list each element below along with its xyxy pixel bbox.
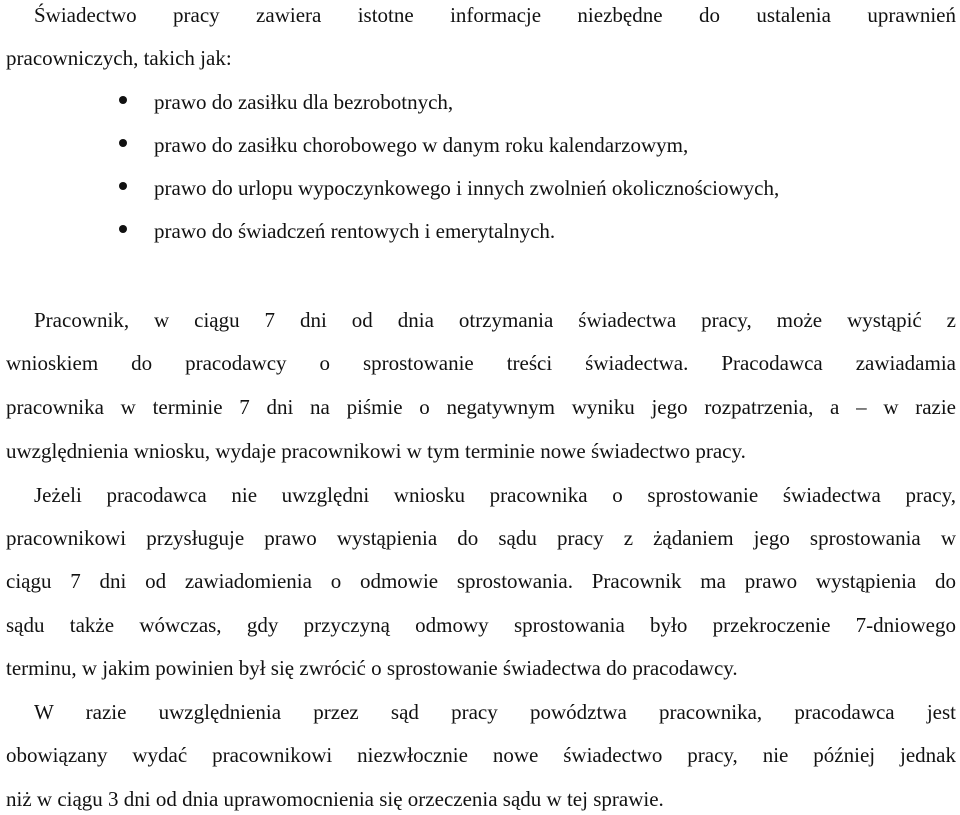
paragraph-line: wnioskiem do pracodawcy o sprostowanie treści świadectwa. Pracodawca zawiadamia xyxy=(6,351,956,375)
paragraph-line: pracownikowi przysługuje prawo wystąpienia do sądu pracy z żądaniem jego sprostowania w xyxy=(6,526,956,550)
list-item xyxy=(6,173,956,203)
list-item xyxy=(6,130,956,160)
paragraph-line: terminu, w jakim powinien był się zwrócić o sprostowanie świadectwa do pracodawcy. xyxy=(6,656,738,680)
intro-line-1: Świadectwo pracy zawiera istotne informacje niezbędne do ustalenia uprawnień xyxy=(34,3,956,27)
list-item-text: prawo do zasiłku chorobowego w danym roku kalendarzowym, xyxy=(154,133,689,157)
paragraph-line: ciągu 7 dni od zawiadomienia o odmowie sprostowania. Pracownik ma prawo wystąpienia do xyxy=(6,569,956,593)
intro-line-2: pracowniczych, takich jak: xyxy=(6,46,232,70)
bullet-icon xyxy=(119,96,127,104)
list-item-text: prawo do zasiłku dla bezrobotnych, xyxy=(154,90,454,114)
bullet-icon xyxy=(119,225,127,233)
list-item xyxy=(6,216,956,246)
paragraph-line: sądu także wówczas, gdy przyczyną odmowy sprostowania było przekroczenie 7-dniowego xyxy=(6,613,956,637)
paragraph-line: W razie uwzględnienia przez sąd pracy powództwa pracownika, pracodawca jest xyxy=(34,700,956,724)
list-item xyxy=(6,87,956,117)
paragraph-line: Jeżeli pracodawca nie uwzględni wniosku pracownika o sprostowanie świadectwa pracy, xyxy=(34,483,956,507)
paragraph-line: uwzględnienia wniosku, wydaje pracownikowi w tym terminie nowe świadectwo pracy. xyxy=(6,439,746,463)
paragraph-line: pracownika w terminie 7 dni na piśmie o negatywnym wyniku jego rozpatrzenia, a – w razie xyxy=(6,395,956,419)
bullet-icon xyxy=(119,139,127,147)
paragraph-line: Pracownik, w ciągu 7 dni od dnia otrzymania świadectwa pracy, może wystąpić z xyxy=(34,308,956,332)
list-item-text: prawo do urlopu wypoczynkowego i innych zwolnień okolicznościowych, xyxy=(154,176,780,200)
bullet-icon xyxy=(119,182,127,190)
paragraph-line: niż w ciągu 3 dni od dnia uprawomocnienia się orzeczenia sądu w tej sprawie. xyxy=(6,787,664,811)
list-item-text: prawo do świadczeń rentowych i emerytalnych. xyxy=(154,219,556,243)
paragraph-line: obowiązany wydać pracownikowi niezwłocznie nowe świadectwo pracy, nie później jednak xyxy=(6,743,956,767)
